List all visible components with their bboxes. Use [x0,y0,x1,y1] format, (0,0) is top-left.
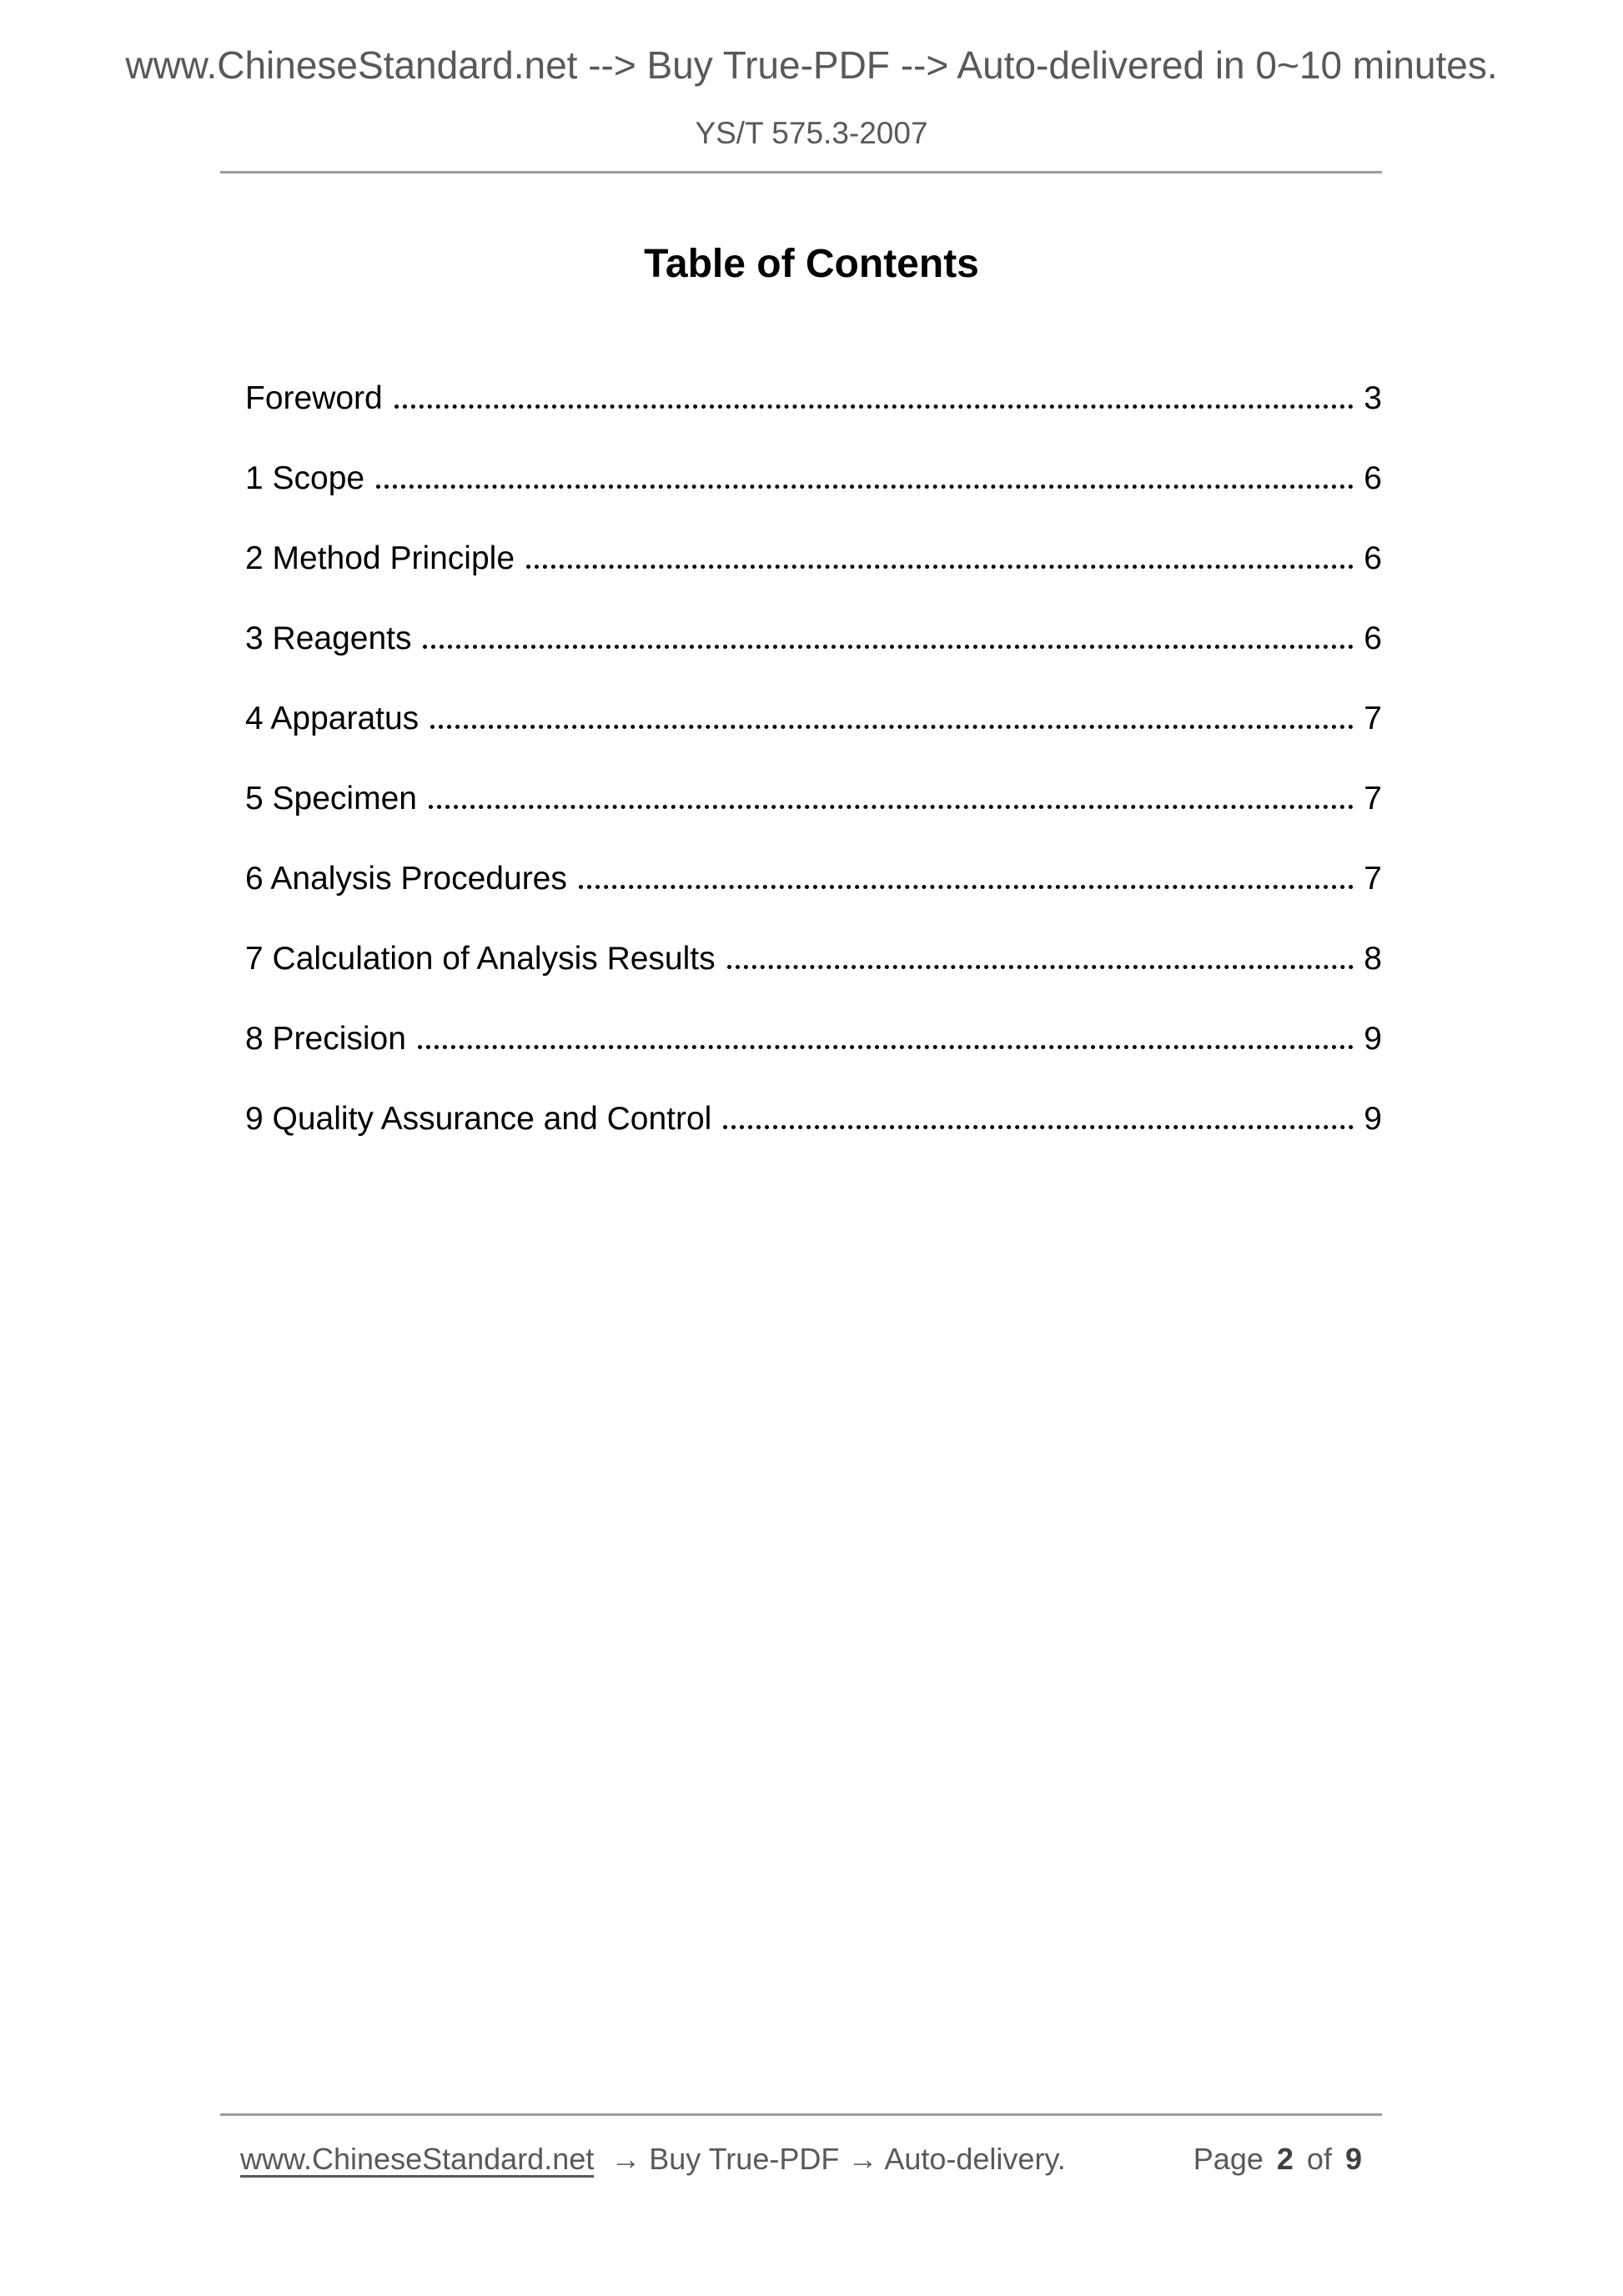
toc-page-number: 6 [1364,620,1382,656]
page-footer [220,2142,1382,2177]
page-indicator [1193,2142,1382,2177]
dot-leader [579,885,1354,889]
dot-leader [394,404,1354,409]
document-number: YS/T 575.3-2007 [695,116,928,150]
toc-entry [220,542,1382,575]
dot-leader [423,645,1354,649]
page-title: Table of Contents [644,242,979,286]
toc-page-number: 7 [1364,861,1382,897]
toc-entry-label: 7 Calculation of Analysis Results [245,941,716,977]
toc-page-number: 3 [1364,380,1382,416]
toc-entry-label: 1 Scope [245,460,365,496]
toc-entry [220,622,1382,656]
header-promo-text: www.ChineseStandard.net --> Buy True-PDF --> Auto-delivered in 0~10 minutes. [125,43,1498,87]
dot-leader [727,965,1354,969]
toc-entry [220,942,1382,976]
page-current: 2 [1276,2142,1294,2176]
toc-entry-label: Foreword [245,380,383,416]
toc-page-number: 9 [1364,1021,1382,1057]
table-of-contents [220,382,1382,1183]
page-indicator-of: of [1306,2142,1332,2176]
dot-leader [429,805,1354,809]
toc-page-number: 6 [1364,460,1382,496]
toc-entry [220,862,1382,896]
dot-leader [723,1125,1354,1129]
toc-entry-label: 4 Apparatus [245,701,420,736]
toc-entry [220,782,1382,816]
header-divider [220,171,1382,173]
toc-entry [220,462,1382,495]
dot-leader [376,485,1354,489]
footer-promo [220,2142,1066,2177]
toc-entry-label: 6 Analysis Procedures [245,861,567,897]
page-indicator-label: Page [1193,2142,1264,2176]
footer-divider [220,2113,1382,2116]
toc-entry [220,382,1382,415]
toc-page-number: 7 [1364,701,1382,736]
dot-leader [418,1045,1354,1049]
toc-page-number: 7 [1364,781,1382,816]
dot-leader [526,565,1354,569]
footer-website-link[interactable]: www.ChineseStandard.net [240,2142,595,2176]
toc-entry-label: 3 Reagents [245,620,412,656]
toc-page-number: 6 [1364,540,1382,576]
footer-promo-text: → Buy True-PDF → Auto-delivery. [611,2142,1066,2176]
toc-entry-label: 5 Specimen [245,781,417,816]
dot-leader [430,725,1354,729]
toc-page-number: 9 [1364,1101,1382,1137]
toc-entry-label: 9 Quality Assurance and Control [245,1101,712,1137]
toc-entry-label: 2 Method Principle [245,540,515,576]
toc-entry [220,1103,1382,1136]
toc-page-number: 8 [1364,941,1382,977]
toc-entry [220,1022,1382,1056]
toc-entry-label: 8 Precision [245,1021,406,1057]
toc-entry [220,702,1382,736]
page-total: 9 [1344,2142,1362,2176]
